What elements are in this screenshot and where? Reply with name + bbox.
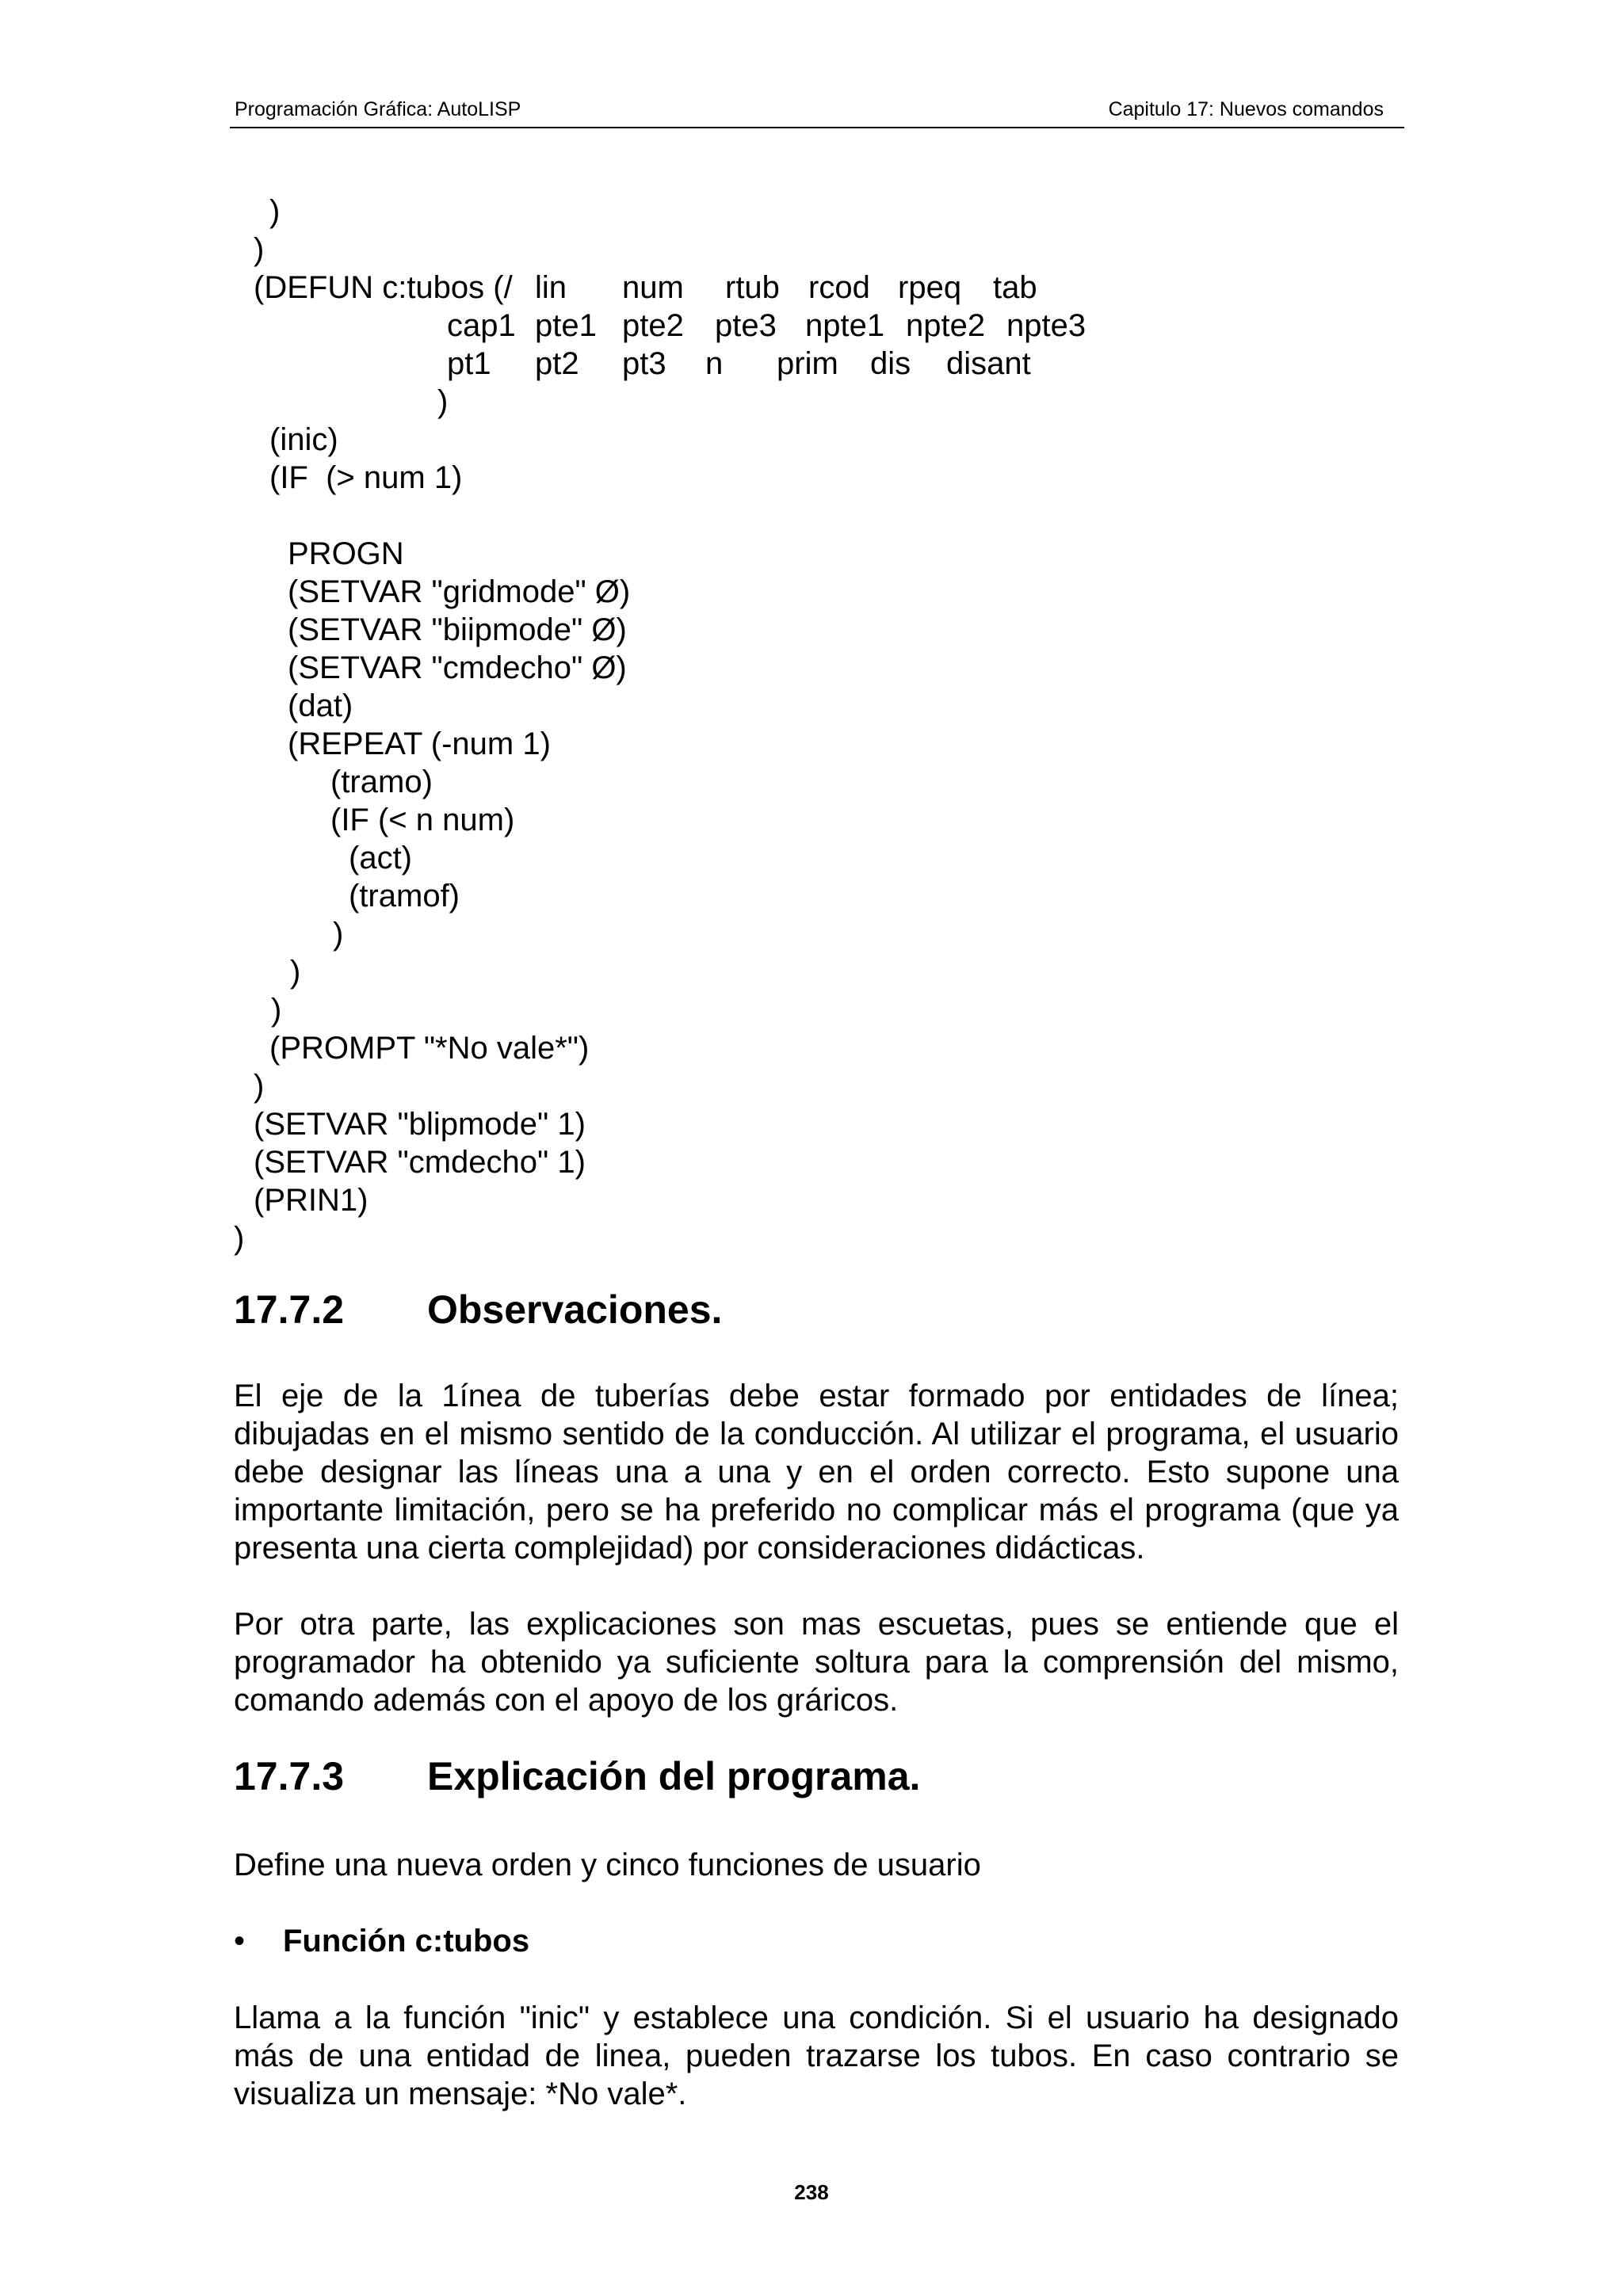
code-token: pte1 (535, 308, 597, 343)
section-number: 17.7.3 (234, 1754, 345, 1798)
code-token: ) (254, 232, 265, 267)
bullet-marker: • (234, 1924, 246, 1958)
code-token: npte3 (1006, 308, 1086, 343)
bullet-label: Función c:tubos (283, 1924, 530, 1958)
code-token: ) (271, 993, 282, 1028)
section-number: 17.7.2 (234, 1287, 345, 1332)
code-token: (PRIN1) (254, 1183, 369, 1218)
paragraph-explicacion-intro: Define una nueva orden y cinco funciones de usuario (234, 1848, 981, 1882)
code-token: (SETVAR "cmdecho" 1) (254, 1145, 586, 1180)
code-token: (SETVAR "gridmode" Ø) (288, 574, 631, 609)
code-token: ) (254, 1069, 265, 1104)
code-token: (DEFUN c:tubos (/ (254, 270, 513, 305)
code-token: dis (870, 346, 911, 381)
code-token: (IF (< n num) (330, 803, 515, 837)
code-token: npte1 (805, 308, 885, 343)
paragraph-explicacion-ctubos: Llama a la función "inic" y establece una condición. Si el usuario ha designado más de una entidad de linea, pueden trazarse los tubos. En caso contrario se visualiza un mensaje: *No vale*. (234, 2000, 1399, 2111)
header-right-chapter: Capitulo 17: Nuevos comandos (1108, 98, 1384, 120)
code-token: ) (290, 955, 301, 990)
code-token: (dat) (288, 688, 353, 723)
page-number: 238 (794, 2180, 829, 2204)
section-title: Explicación del programa. (427, 1754, 921, 1798)
paragraph-observaciones-2: Por otra parte, las explicaciones son mas escuetas, pues se entiende que el programador ha obtenido ya suficiente soltura para la comprensión del mismo, comando además con el apoyo de los gráricos. (234, 1607, 1399, 1718)
code-token: ) (234, 1221, 245, 1256)
code-token: pt2 (535, 346, 579, 381)
code-token: rcod (808, 270, 870, 305)
code-token: n (705, 346, 724, 381)
code-token: ) (437, 384, 449, 419)
code-token: (IF (> num 1) (269, 460, 463, 495)
code-token: (PROMPT "*No vale*") (269, 1031, 590, 1066)
code-token: PROGN (288, 536, 404, 571)
code-token: (tramo) (330, 765, 433, 799)
code-token: (act) (349, 841, 412, 875)
section-title: Observaciones. (427, 1287, 723, 1332)
code-token: pte2 (622, 308, 684, 343)
code-token: num (622, 270, 684, 305)
code-token: (SETVAR "cmdecho" Ø) (288, 650, 627, 685)
page-header (230, 95, 1404, 128)
header-left-title: Programación Gráfica: AutoLISP (235, 98, 521, 120)
code-token: prim (777, 346, 838, 381)
code-token: lin (535, 270, 567, 305)
code-token: ) (269, 194, 281, 229)
code-token: disant (946, 346, 1031, 381)
code-token: rpeq (898, 270, 962, 305)
code-token: (tramof) (349, 879, 460, 913)
code-token: pte3 (715, 308, 777, 343)
code-token: pt3 (622, 346, 666, 381)
paragraph-observaciones-1: El eje de la 1ínea de tuberías debe estar formado por entidades de línea; dibujadas en el mismo sentido de la conducción. Al utilizar el programa, el usuario debe designar las líneas una a una y en el orden correcto. Esto supone una importante limitación, pero se ha preferido no complicar más el programa (que ya presenta una cierta complejidad) por consideraciones didácticas. (234, 1379, 1399, 1566)
code-token: (SETVAR "blipmode" 1) (254, 1107, 586, 1142)
code-token: (REPEAT (-num 1) (288, 727, 551, 761)
code-token: (inic) (269, 422, 338, 457)
code-token: (SETVAR "biipmode" Ø) (288, 612, 627, 647)
code-token: rtub (725, 270, 780, 305)
code-token: pt1 (447, 346, 491, 381)
code-token: cap1 (447, 308, 516, 343)
code-token: npte2 (906, 308, 986, 343)
code-token: ) (333, 917, 344, 952)
code-token: tab (993, 270, 1037, 305)
